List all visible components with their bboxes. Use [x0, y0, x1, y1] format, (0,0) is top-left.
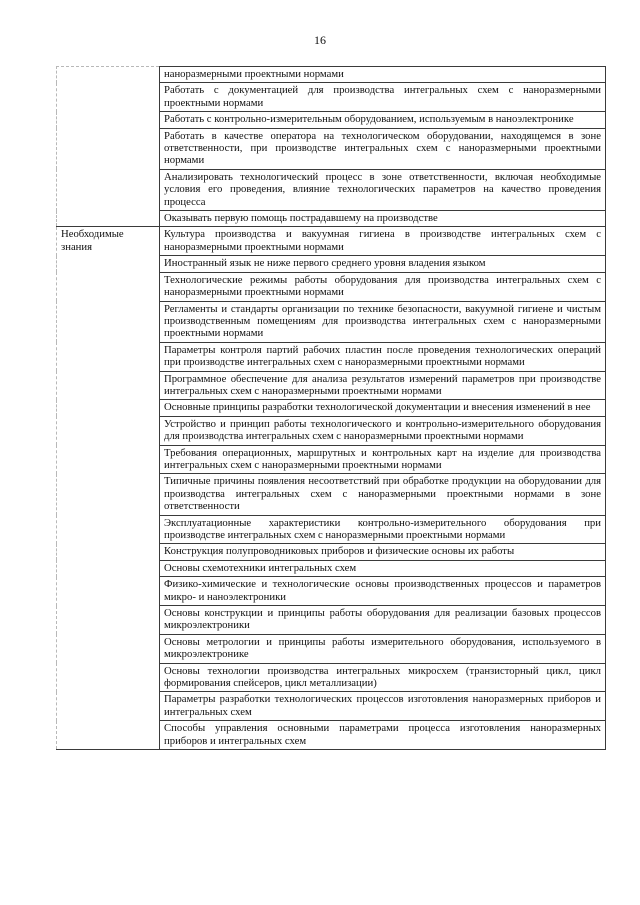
knowledge-label: Необходимые знания	[57, 227, 160, 750]
knowledge-item: Регламенты и стандарты организации по технике безопасности, вакуумной гигиене и чистым производственным помещениям для производства интегральных схем с наноразмерными проектными нормами	[160, 301, 606, 342]
page-number: 16	[314, 33, 326, 47]
requirements-table	[56, 66, 606, 750]
knowledge-item: Типичные причины появления несоответствий при обработке продукции на оборудовании для производства интегральных схем с наноразмерными проектными нормами в зоне ответственности	[160, 474, 606, 515]
knowledge-item: Основы схемотехники интегральных схем	[160, 560, 606, 576]
table-row	[57, 67, 606, 83]
knowledge-item: Культура производства и вакуумная гигиена в производстве интегральных схем с наноразмерными проектными нормами	[160, 227, 606, 256]
skill-item: Работать с документацией для производства интегральных схем с наноразмерными проектными нормами	[160, 83, 606, 112]
knowledge-item: Основы технологии производства интегральных микросхем (транзисторный цикл, цикл формирования спейсеров, цикл металлизации)	[160, 663, 606, 692]
knowledge-item: Эксплуатационные характеристики контрольно-измерительного оборудования при производстве интегральных схем с наноразмерными проектными нормами	[160, 515, 606, 544]
knowledge-item: Основы конструкции и принципы работы оборудования для реализации базовых процессов микроэлектроники	[160, 606, 606, 635]
skill-item: Анализировать технологический процесс в зоне ответственности, включая необходимые условия его проведения, влияние технологических параметров на качество проведения процесса	[160, 169, 606, 210]
knowledge-item: Параметры контроля партий рабочих пластин после проведения технологических операций при производстве интегральных схем с наноразмерными проектными нормами	[160, 342, 606, 371]
knowledge-item: Основы метрологии и принципы работы измерительного оборудования, используемого в микроэлектронике	[160, 634, 606, 663]
knowledge-item: Основные принципы разработки технологической документации и внесения изменений в нее	[160, 400, 606, 416]
knowledge-item: Технологические режимы работы оборудования для производства интегральных схем с наноразмерными проектными нормами	[160, 272, 606, 301]
skill-item: Работать в качестве оператора на технологическом оборудовании, находящемся в зоне ответственности, при производстве интегральных схем с наноразмерными проектными нормами	[160, 128, 606, 169]
knowledge-item: Устройство и принцип работы технологического и контрольно-измерительного оборудования для производства интегральных схем с наноразмерными проектными нормами	[160, 416, 606, 445]
knowledge-item: Способы управления основными параметрами процесса изготовления наноразмерных приборов и интегральных схем	[160, 721, 606, 750]
knowledge-item: Физико-химические и технологические основы производственных процессов и параметров микро- и наноэлектроники	[160, 577, 606, 606]
knowledge-item: Требования операционных, маршрутных и контрольных карт на изделие для производства интегральных схем с наноразмерными проектными нормами	[160, 445, 606, 474]
skill-item: Работать с контрольно-измерительным оборудованием, используемым в наноэлектронике	[160, 112, 606, 128]
knowledge-item: Иностранный язык не ниже первого среднего уровня владения языком	[160, 256, 606, 272]
knowledge-item: Параметры разработки технологических процессов изготовления наноразмерных приборов и интегральных схем	[160, 692, 606, 721]
table-row	[57, 227, 606, 256]
skill-item: наноразмерными проектными нормами	[160, 67, 606, 83]
skills-label-cell	[57, 67, 160, 227]
knowledge-item: Конструкция полупроводниковых приборов и физические основы их работы	[160, 544, 606, 560]
knowledge-item: Программное обеспечение для анализа результатов измерений параметров при производстве интегральных схем с наноразмерными проектными нормами	[160, 371, 606, 400]
skill-item: Оказывать первую помощь пострадавшему на производстве	[160, 211, 606, 227]
